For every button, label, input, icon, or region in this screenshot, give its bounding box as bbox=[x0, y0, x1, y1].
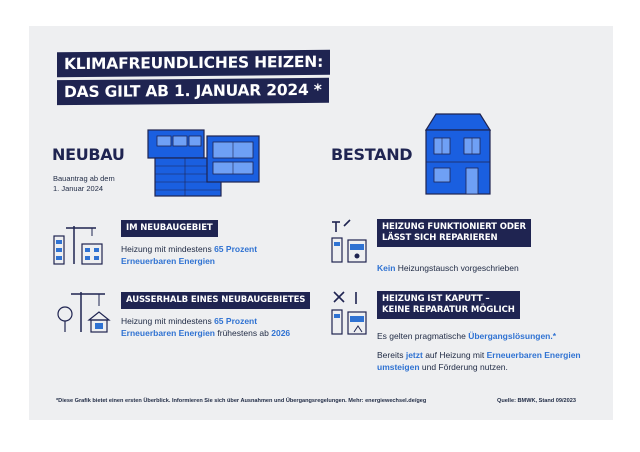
kaputt-text2-highlight-energy: Erneuerbaren Energien bbox=[486, 350, 581, 360]
neubau-subtitle-line-2: 1. Januar 2024 bbox=[53, 184, 104, 193]
tag-heizung-kaputt-line-2: KEINE REPARATUR MÖGLICH bbox=[382, 305, 515, 315]
tag-heizung-funktioniert bbox=[377, 219, 531, 247]
title-line-1: KLIMAFREUNDLICHES HEIZEN: bbox=[57, 50, 330, 77]
footer-source: Quelle: BMWK, Stand 09/2023 bbox=[497, 398, 576, 404]
neubaugebiet-text-prefix: Heizung mit mindestens bbox=[121, 244, 215, 254]
heizung-funktioniert-rest: Heizungstausch vorgeschrieben bbox=[395, 263, 519, 273]
kaputt-text2-prefix: Bereits bbox=[377, 350, 406, 360]
ausserhalb-highlight-energy: Erneuerbaren Energien bbox=[121, 328, 216, 338]
ausserhalb-highlight-year: 2026 bbox=[271, 328, 291, 338]
neubaugebiet-highlight-energy: Erneuerbaren Energien bbox=[121, 256, 216, 266]
neubau-subtitle bbox=[53, 174, 115, 194]
new-building-icon bbox=[145, 126, 265, 198]
ausserhalb-text-mid: frühestens ab bbox=[215, 328, 272, 338]
heizung-funktioniert-text bbox=[377, 262, 519, 274]
heizung-kaputt-text-2 bbox=[377, 349, 581, 373]
kaputt-text2-end: und Förderung nutzen. bbox=[419, 362, 508, 372]
ausserhalb-text bbox=[121, 315, 290, 339]
kaputt-text1-highlight: Übergangslösungen.* bbox=[468, 331, 557, 341]
neubaugebiet-crane-icon bbox=[52, 222, 108, 266]
outside-neubaugebiet-crane-icon bbox=[55, 290, 111, 336]
tag-heizung-kaputt bbox=[377, 291, 520, 319]
kaputt-text2-highlight-jetzt: jetzt bbox=[405, 350, 423, 360]
tag-heizung-funktioniert-line-1: HEIZUNG FUNKTIONIERT ODER bbox=[382, 222, 526, 232]
ausserhalb-highlight-percent: 65 Prozent bbox=[214, 316, 258, 326]
ausserhalb-text-prefix: Heizung mit mindestens bbox=[121, 316, 215, 326]
wrench-heater-icon bbox=[330, 218, 372, 264]
heizung-kaputt-text-1 bbox=[377, 330, 556, 342]
bestand-heading: BESTAND bbox=[331, 145, 413, 164]
heizung-funktioniert-highlight: Kein bbox=[377, 263, 396, 273]
title-block bbox=[57, 51, 330, 104]
kaputt-text1-prefix: Es gelten pragmatische bbox=[377, 331, 469, 341]
footer-note: *Diese Grafik bietet einen ersten Überblick. Informieren Sie sich über Ausnahmen und Übergangsregelungen. Mehr: energiewechsel.de/geg bbox=[56, 398, 427, 404]
tag-ausserhalb-neubaugebiet: AUSSERHALB EINES NEUBAUGEBIETES bbox=[121, 292, 310, 309]
tag-heizung-funktioniert-line-2: LÄSST SICH REPARIEREN bbox=[382, 233, 498, 243]
tag-heizung-kaputt-line-1: HEIZUNG IST KAPUTT – bbox=[382, 294, 490, 304]
broken-heater-icon bbox=[330, 288, 372, 336]
kaputt-text2-highlight-umsteigen: umsteigen bbox=[377, 362, 420, 372]
neubaugebiet-highlight-percent: 65 Prozent bbox=[214, 244, 258, 254]
neubaugebiet-text bbox=[121, 243, 257, 267]
existing-house-icon bbox=[418, 110, 498, 196]
title-line-2: DAS GILT AB 1. JANUAR 2024 * bbox=[57, 78, 329, 105]
tag-im-neubaugebiet: IM NEUBAUGEBIET bbox=[121, 220, 218, 237]
kaputt-text2-mid: auf Heizung mit bbox=[422, 350, 487, 360]
neubau-heading: NEUBAU bbox=[52, 145, 125, 164]
neubau-subtitle-line-1: Bauantrag ab dem bbox=[53, 174, 115, 183]
